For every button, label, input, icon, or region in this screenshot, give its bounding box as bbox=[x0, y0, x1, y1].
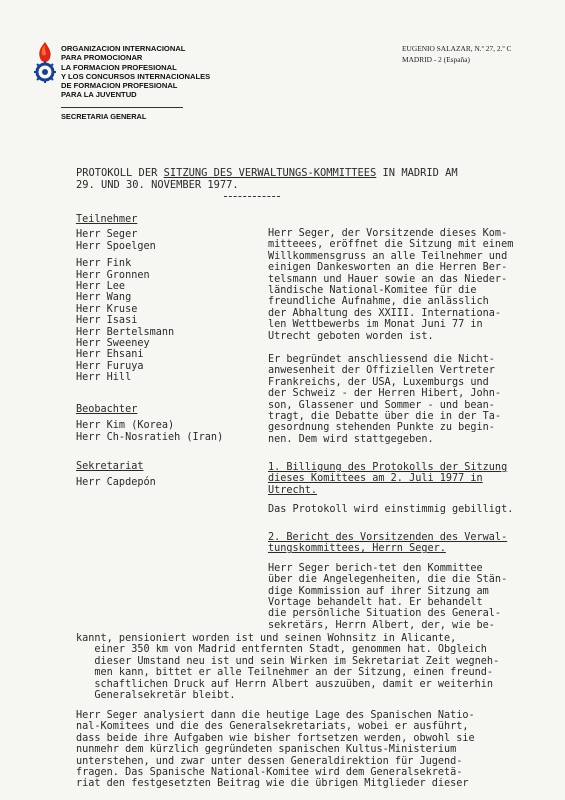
text-line: Er begründet anschliessend die Nicht- bbox=[268, 354, 495, 365]
text-line: dass beide ihre Aufgaben wie bisher fortsetzen werden, obwohl sie bbox=[76, 732, 475, 744]
text-line: der Schweiz - der Herren Hibert, John- bbox=[268, 388, 502, 400]
participant: Herr Seger bbox=[76, 229, 138, 241]
item2-paragraph-2 bbox=[76, 710, 475, 790]
text-line: der Abhaltung des XXIII. Internationa- bbox=[268, 307, 502, 319]
participants-section bbox=[76, 214, 174, 384]
text-line: Generalsekretär bleibt. bbox=[76, 690, 236, 702]
participant: Herr Bertelsmann bbox=[76, 326, 175, 338]
observers-heading: Beobachter bbox=[76, 404, 138, 415]
participant: Herr Wang bbox=[76, 292, 132, 304]
item-text: Das Protokoll wird einstimmig gebilligt. bbox=[268, 504, 514, 516]
text-line: tragt, die Debatte über die in der Ta- bbox=[268, 411, 502, 423]
text-line: dieser Umstand neu ist und sein Wirken im Sekretariat Zeit wegneh- bbox=[76, 655, 500, 667]
item-heading-line: 1. Billigung des Protokolls der Sitzung bbox=[268, 462, 508, 473]
org-line: Y LOS CONCURSOS INTERNACIONALES bbox=[61, 71, 211, 81]
secretariat-section bbox=[76, 461, 156, 489]
text-line: gesordnung stehenden Punkte zu begin- bbox=[268, 422, 495, 434]
text-line: schaftlichen Druck auf Herrn Albert auszuüben, damit er weiterhin bbox=[76, 678, 494, 690]
intro-paragraph-1 bbox=[268, 228, 513, 342]
text-line: Herr Seger analysiert dann die heutige Lage des Spanischen Natio- bbox=[76, 710, 475, 721]
text-line: Frankreichs, der USA, Luxemburgs und bbox=[268, 376, 489, 388]
text-line: anwesenheit der Offiziellen Vertreter bbox=[268, 365, 495, 377]
text-line: riat den festgesetzten Beitrag wie die übrigen Mitglieder dieser bbox=[76, 778, 469, 790]
item-heading-line: tungskommittees, Herrn Seger. bbox=[268, 543, 446, 555]
text-line: nal-Komitees und die des Generalsekretariats, wobei er ausführt, bbox=[76, 721, 469, 733]
participant: Herr Isasi bbox=[76, 315, 138, 327]
intro-paragraph-2 bbox=[268, 354, 501, 445]
item-heading-line: dieses Komittees am 2. Juli 1977 in bbox=[268, 473, 483, 485]
text-line: die persönliche Situation des General- bbox=[268, 608, 502, 620]
agenda-item-2 bbox=[268, 532, 507, 631]
title-line2: 29. UND 30. NOVEMBER 1977. bbox=[76, 178, 239, 191]
participant: Herr Kruse bbox=[76, 303, 138, 315]
address-line: MADRID - 2 (España) bbox=[402, 55, 470, 64]
text-line: men kann, bittet er alle Teilnehmer an der Sitzung, einen freund- bbox=[76, 667, 494, 679]
participant: Herr Ehsani bbox=[76, 349, 144, 361]
letterhead-divider bbox=[61, 107, 183, 108]
text-line: telsmann und Hauer sowie an das Nieder- bbox=[268, 273, 508, 285]
participant: Herr Sweeney bbox=[76, 338, 150, 350]
secretariat-member: Herr Capdepón bbox=[76, 477, 156, 489]
title-ornament bbox=[224, 196, 280, 198]
observer: Herr Kim (Korea) bbox=[76, 420, 175, 432]
text-line: einigen Dankesworten an die Herren Ber- bbox=[268, 262, 508, 274]
participant: Herr Hill bbox=[76, 372, 132, 384]
org-line: PARA PROMOCIONAR bbox=[61, 53, 143, 63]
text-line: unterstehen, und zwar unter dessen Generaldirektion für Jugend- bbox=[76, 755, 463, 767]
secretariat-heading: Sekretariat bbox=[76, 461, 144, 472]
text-line: ländische National-Komitee für die bbox=[268, 285, 477, 297]
item2-continuation bbox=[76, 633, 499, 701]
participants-heading: Teilnehmer bbox=[76, 214, 138, 225]
participant: Herr Spoelgen bbox=[76, 240, 156, 252]
organization-logo bbox=[30, 40, 60, 92]
org-line: LA FORMACION PROFESIONAL bbox=[61, 62, 177, 72]
text-line: Willkommensgruss an alle Teilnehmer und bbox=[268, 250, 508, 262]
text-line: Vortage behandelt hat. Er behandelt bbox=[268, 597, 483, 609]
text-line: dige Kommission auf ihrer Sitzung am bbox=[268, 585, 489, 597]
org-line: ORGANIZACION INTERNACIONAL bbox=[61, 44, 186, 53]
item-heading-line: Utrecht. bbox=[268, 484, 318, 496]
title-part: IN MADRID AM bbox=[376, 167, 458, 179]
organization-name bbox=[61, 44, 210, 100]
text-line: mitteees, eröffnet die Sitzung mit einem bbox=[268, 239, 514, 251]
text-line: über die Angelegenheiten, die die Stän- bbox=[268, 574, 508, 586]
department-label: SECRETARIA GENERAL bbox=[61, 112, 147, 121]
address-block bbox=[402, 43, 512, 65]
text-line: len Wettbewerbs im Monat Juni 77 in bbox=[268, 319, 483, 331]
text-line: Herr Seger, der Vorsitzende dieses Kom- bbox=[268, 228, 508, 239]
agenda-item-1 bbox=[268, 462, 513, 516]
participant: Herr Fink bbox=[76, 258, 132, 270]
text-line: einer 350 km von Madrid entfernten Stadt, genommen hat. Obgleich bbox=[76, 644, 487, 656]
item-heading-line: 2. Bericht des Vorsitzenden des Verwal- bbox=[268, 532, 508, 543]
participant: Herr Gronnen bbox=[76, 269, 150, 281]
text-line: nen. Dem wird stattgegeben. bbox=[268, 433, 434, 445]
title-part: PROTOKOLL DER bbox=[76, 167, 164, 179]
text-line: Utrecht geboten worden ist. bbox=[268, 330, 434, 342]
org-line: DE FORMACION PROFESIONAL bbox=[61, 81, 178, 91]
text-line: kannt, pensioniert worden ist und seinen Wohnsitz in Alicante, bbox=[76, 633, 457, 644]
title-underlined: SITZUNG DES VERWALTUNGS-KOMMITTEES bbox=[163, 167, 377, 179]
text-line: son, Glassener und Sommer - und bean- bbox=[268, 399, 495, 411]
text-line: nunmehr dem kürzlich gegründeten spanischen Kultus-Ministerium bbox=[76, 744, 457, 756]
text-line: Herr Seger berich-tet den Kommittee bbox=[268, 562, 483, 574]
text-line: fragen. Das Spanische National-Komitee wird dem Generalsekretä- bbox=[76, 767, 463, 779]
observer: Herr Ch-Nosratieh (Iran) bbox=[76, 431, 224, 443]
observers-section bbox=[76, 404, 223, 443]
text-line: sekretärs, Herrn Albert, der, wie be- bbox=[268, 619, 495, 631]
address-line: EUGENIO SALAZAR, N.º 27, 2.º C bbox=[402, 44, 512, 53]
document-title bbox=[76, 168, 458, 192]
participant: Herr Lee bbox=[76, 281, 126, 293]
text-line: freundliche Aufnahme, die anlässlich bbox=[268, 296, 489, 308]
participant: Herr Furuya bbox=[76, 360, 144, 372]
org-line: PARA LA JUVENTUD bbox=[61, 90, 137, 100]
